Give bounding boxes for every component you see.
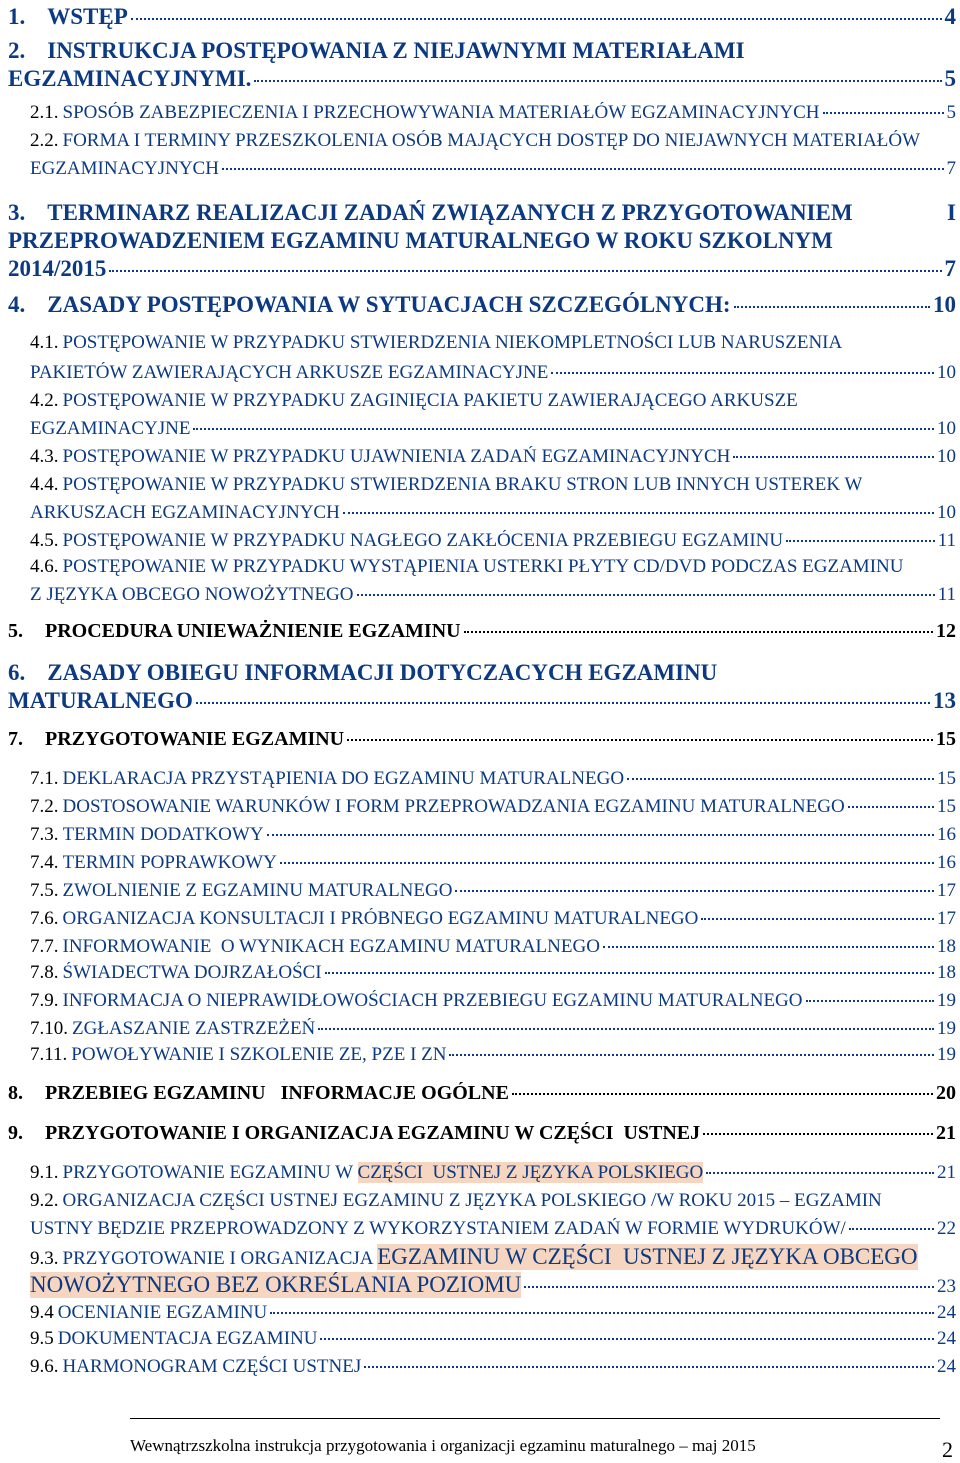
toc-entry-page: 10: [937, 362, 956, 383]
toc-leader-dots: [848, 806, 934, 808]
toc-leader-dots: [267, 834, 934, 836]
toc-entry-title: PRZYGOTOWANIE EGZAMINU: [45, 728, 345, 750]
toc-entry-e75[interactable]: [30, 880, 956, 901]
toc-entry-page: 16: [937, 824, 956, 845]
toc-entry-number: 5.: [8, 620, 23, 642]
toc-entry-number: 3.: [8, 200, 26, 225]
toc-entry-number: 9.4: [30, 1302, 54, 1323]
toc-leader-dots: [196, 702, 930, 704]
toc-entry-e46a[interactable]: [30, 556, 956, 577]
toc-entry-number: 9.5: [30, 1328, 54, 1349]
toc-entry-e95[interactable]: [30, 1328, 956, 1349]
toc-entry-title: POSTĘPOWANIE W PRZYPADKU UJAWNIENIA ZADAŃ EGZAMINACYJNYCH: [62, 446, 731, 467]
toc-leader-dots: [318, 1028, 934, 1030]
toc-entry-title: DEKLARACJA PRZYSTĄPIENIA DO EGZAMINU MATURALNEGO: [62, 768, 625, 789]
toc-entry-number: 9.6.: [30, 1356, 59, 1377]
toc-entry-e6a[interactable]: [8, 660, 956, 686]
toc-entry-title: PRZYGOTOWANIE I ORGANIZACJA: [62, 1248, 378, 1269]
toc-entry-title: ZASADY POSTĘPOWANIA W SYTUACJACH SZCZEGÓLNYCH:: [47, 292, 731, 317]
toc-entry-title: EGZAMINACYJNYMI.: [8, 66, 252, 91]
toc-entry-e93a[interactable]: [30, 1244, 956, 1270]
toc-leader-dots: [320, 1338, 934, 1340]
toc-entry-title: TERMINARZ REALIZACJI ZADAŃ ZWIĄZANYCH Z PRZYGOTOWANIEM: [47, 200, 853, 225]
toc-entry-e8[interactable]: [8, 1082, 956, 1104]
toc-entry-title: POSTĘPOWANIE W PRZYPADKU STWIERDZENIA NIEKOMPLETNOŚCI LUB NARUSZENIA: [62, 332, 843, 353]
toc-entry-number: 7.4.: [30, 852, 59, 873]
toc-leader-dots: [849, 1228, 934, 1230]
toc-leader-dots: [786, 540, 935, 542]
toc-entry-title: POSTĘPOWANIE W PRZYPADKU ZAGINIĘCIA PAKIETU ZAWIERAJĄCEGO ARKUSZE: [62, 390, 798, 411]
toc-entry-number: 7.11.: [30, 1044, 68, 1065]
toc-entry-number: 4.1.: [30, 332, 59, 353]
toc-entry-number: 8.: [8, 1082, 23, 1104]
toc-entry-title: ORGANIZACJA KONSULTACJI I PRÓBNEGO EGZAMINU MATURALNEGO: [62, 908, 699, 929]
toc-entry-e92a[interactable]: [30, 1190, 956, 1211]
toc-entry-number: 2.2.: [30, 130, 59, 151]
toc-entry-number: 7.7.: [30, 936, 59, 957]
toc-entry-e2b[interactable]: [8, 66, 956, 92]
toc-entry-e44b[interactable]: [30, 502, 956, 523]
page-number: 2: [942, 1437, 953, 1462]
toc-leader-dots: [455, 890, 934, 892]
toc-entry-number: 9.1.: [30, 1162, 59, 1183]
toc-entry-page: 15: [937, 796, 956, 817]
toc-entry-title: INFORMACJA O NIEPRAWIDŁOWOŚCIACH PRZEBIEGU EGZAMINU MATURALNEGO: [62, 990, 803, 1011]
toc-entry-page: 19: [937, 1018, 956, 1039]
toc-entry-page: 13: [933, 688, 956, 713]
toc-entry-title: PRZYGOTOWANIE EGZAMINU W: [62, 1162, 358, 1183]
toc-entry-title: ZWOLNIENIE Z EGZAMINU MATURALNEGO: [62, 880, 453, 901]
toc-entry-page: 10: [933, 292, 956, 317]
toc-leader-dots: [603, 946, 934, 948]
toc-entry-number: 7.2.: [30, 796, 59, 817]
toc-entry-page: 23: [937, 1276, 956, 1297]
toc-entry-e76[interactable]: [30, 908, 956, 929]
toc-entry-title: OCENIANIE EGZAMINU: [57, 1302, 268, 1323]
toc-leader-dots: [512, 1093, 933, 1095]
toc-entry-number: 7.: [8, 728, 23, 750]
toc-entry-e22a[interactable]: [30, 130, 956, 151]
toc-entry-e78[interactable]: [30, 962, 956, 983]
toc-leader-dots: [343, 512, 934, 514]
toc-entry-title: PROCEDURA UNIEWAŻNIENIE EGZAMINU: [45, 620, 461, 642]
toc-entry-e94[interactable]: [30, 1302, 956, 1323]
toc-entry-title: EGZAMINACYJNE: [30, 418, 191, 439]
toc-entry-page: 5: [946, 102, 956, 123]
toc-entry-number: 4.6.: [30, 556, 59, 577]
toc-entry-e77[interactable]: [30, 936, 956, 957]
toc-entry-number: 4.5.: [30, 530, 59, 551]
toc-entry-e21[interactable]: [30, 102, 956, 123]
toc-leader-dots: [280, 862, 934, 864]
toc-leader-dots: [627, 778, 934, 780]
toc-entry-title: PRZEPROWADZENIEM EGZAMINU MATURALNEGO W ROKU SZKOLNYM: [8, 228, 833, 253]
toc-leader-dots: [524, 1286, 934, 1288]
toc-leader-dots: [464, 631, 933, 633]
toc-leader-dots: [823, 112, 944, 114]
toc-entry-title: SPOSÓB ZABEZPIECZENIA I PRZECHOWYWANIA MATERIAŁÓW EGZAMINACYJNYCH: [62, 102, 820, 123]
toc-entry-title: HARMONOGRAM CZĘŚCI USTNEJ: [62, 1356, 362, 1377]
toc-entry-number: 2.1.: [30, 102, 59, 123]
toc-entry-e79[interactable]: [30, 990, 956, 1011]
toc-entry-e46b[interactable]: [30, 584, 956, 605]
toc-entry-e710[interactable]: [30, 1018, 956, 1039]
toc-entry-title: FORMA I TERMINY PRZESZKOLENIA OSÓB MAJĄCYCH DOSTĘP DO NIEJAWNYCH MATERIAŁÓW: [62, 130, 921, 151]
toc-leader-dots: [193, 428, 934, 430]
toc-entry-number: 9.2.: [30, 1190, 59, 1211]
toc-leader-dots: [701, 918, 934, 920]
toc-entry-page: 10: [937, 502, 956, 523]
toc-leader-dots: [347, 739, 933, 741]
toc-entry-page: 11: [937, 530, 956, 551]
toc-leader-dots: [551, 372, 934, 374]
toc-entry-highlight: NOWOŻYTNEGO BEZ OKREŚLANIA POZIOMU: [30, 1272, 522, 1297]
toc-entry-e1[interactable]: [8, 4, 956, 30]
toc-entry-page: 4: [944, 4, 956, 29]
toc-entry-title: PRZEBIEG EGZAMINU INFORMACJE OGÓLNE: [45, 1082, 509, 1104]
toc-entry-number: 7.6.: [30, 908, 59, 929]
toc-entry-page: 17: [937, 908, 956, 929]
toc-leader-dots: [706, 1172, 934, 1174]
toc-entry-e42b[interactable]: [30, 418, 956, 439]
toc-entry-page: 19: [937, 990, 956, 1011]
toc-entry-page: 7: [946, 158, 956, 179]
toc-entry-page: 12: [936, 620, 956, 642]
footer-rule: [130, 1418, 940, 1419]
toc-entry-tail: I: [947, 200, 956, 225]
toc-entry-page: 19: [937, 1044, 956, 1065]
toc-entry-e41b[interactable]: [30, 362, 956, 383]
toc-entry-number: 2.: [8, 38, 26, 63]
toc-leader-dots: [222, 168, 944, 170]
toc-entry-title: POSTĘPOWANIE W PRZYPADKU WYSTĄPIENIA USTERKI PŁYTY CD/DVD PODCZAS EGZAMINU: [62, 556, 904, 577]
toc-entry-e5[interactable]: [8, 620, 956, 642]
toc-entry-title: INFORMOWANIE O WYNIKACH EGZAMINU MATURALNEGO: [62, 936, 600, 957]
toc-entry-page: 21: [937, 1162, 956, 1183]
toc-entry-number: 7.3.: [30, 824, 59, 845]
toc-entry-title: ZGŁASZANIE ZASTRZEŻEŃ: [72, 1018, 316, 1039]
toc-leader-dots: [703, 1133, 933, 1135]
toc-entry-e72[interactable]: [30, 796, 956, 817]
toc-entry-highlight: CZĘŚCI USTNEJ Z JĘZYKA POLSKIEGO: [357, 1162, 704, 1183]
toc-entry-title: POWOŁYWANIE I SZKOLENIE ZE, PZE I ZN: [71, 1044, 447, 1065]
toc-entry-title: INSTRUKCJA POSTĘPOWANIA Z NIEJAWNYMI MATERIAŁAMI: [47, 38, 745, 63]
toc-entry-e2a[interactable]: [8, 38, 956, 64]
toc-entry-e7[interactable]: [8, 728, 956, 750]
toc-entry-page: 7: [944, 256, 956, 281]
toc-entry-number: 7.5.: [30, 880, 59, 901]
toc-entry-e45[interactable]: [30, 530, 956, 551]
toc-leader-dots: [733, 456, 934, 458]
toc-entry-e91[interactable]: [30, 1162, 956, 1183]
toc-entry-page: 24: [937, 1328, 956, 1349]
toc-entry-number: 9.: [8, 1122, 23, 1144]
toc-entry-e96[interactable]: [30, 1356, 956, 1377]
toc-entry-e43[interactable]: [30, 446, 956, 467]
footer-text: Wewnątrzszkolna instrukcja przygotowania i organizacji egzaminu maturalnego – maj 2015: [130, 1436, 756, 1455]
toc-entry-page: 18: [937, 936, 956, 957]
toc-entry-e41a[interactable]: [30, 332, 956, 353]
toc-entry-page: 18: [937, 962, 956, 983]
toc-entry-number: 7.10.: [30, 1018, 68, 1039]
toc-leader-dots: [449, 1054, 934, 1056]
toc-entry-title: MATURALNEGO: [8, 688, 193, 713]
toc-leader-dots: [325, 972, 934, 974]
toc-entry-number: 7.8.: [30, 962, 59, 983]
toc-entry-title: PRZYGOTOWANIE I ORGANIZACJA EGZAMINU W CZĘŚCI USTNEJ: [45, 1122, 701, 1144]
toc-entry-title: PAKIETÓW ZAWIERAJĄCYCH ARKUSZE EGZAMINACYJNE: [30, 362, 549, 383]
toc-entry-title: POSTĘPOWANIE W PRZYPADKU STWIERDZENIA BRAKU STRON LUB INNYCH USTEREK W: [62, 474, 863, 495]
toc-entry-page: 21: [936, 1122, 956, 1144]
toc-entry-number: 4.2.: [30, 390, 59, 411]
toc-entry-e42a[interactable]: [30, 390, 956, 411]
toc-entry-page: 24: [937, 1356, 956, 1377]
toc-entry-title: TERMIN DODATKOWY: [62, 824, 264, 845]
toc-entry-e71[interactable]: [30, 768, 956, 789]
toc-entry-number: 1.: [8, 4, 26, 29]
toc-entry-title: 2014/2015: [8, 256, 107, 281]
toc-leader-dots: [109, 270, 941, 272]
toc-entry-title: ZASADY OBIEGU INFORMACJI DOTYCZACYCH EGZAMINU: [47, 660, 718, 685]
toc-leader-dots: [270, 1312, 934, 1314]
toc-entry-e4[interactable]: [8, 292, 956, 318]
toc-entry-page: 16: [937, 852, 956, 873]
toc-entry-e22b[interactable]: [30, 158, 956, 179]
toc-leader-dots: [734, 306, 930, 308]
toc-entry-e3c[interactable]: [8, 256, 956, 282]
toc-entry-title: DOSTOSOWANIE WARUNKÓW I FORM PRZEPROWADZANIA EGZAMINU MATURALNEGO: [62, 796, 845, 817]
toc-entry-number: 6.: [8, 660, 26, 685]
toc-entry-e93b[interactable]: [30, 1272, 956, 1298]
toc-entry-e3b[interactable]: [8, 228, 956, 254]
toc-entry-title: DOKUMENTACJA EGZAMINU: [57, 1328, 318, 1349]
toc-entry-page: 10: [937, 446, 956, 467]
toc-entry-title: Z JĘZYKA OBCEGO NOWOŻYTNEGO: [30, 584, 354, 605]
toc-leader-dots: [254, 80, 941, 82]
toc-entry-e3a[interactable]: [8, 200, 956, 226]
toc-entry-page: 10: [937, 418, 956, 439]
toc-entry-e44a[interactable]: [30, 474, 956, 495]
toc-entry-title: ŚWIADECTWA DOJRZAŁOŚCI: [62, 962, 322, 983]
toc-entry-title: TERMIN POPRAWKOWY: [62, 852, 277, 873]
toc-leader-dots: [131, 18, 942, 20]
toc-entry-e74[interactable]: [30, 852, 956, 873]
toc-entry-number: 4.: [8, 292, 26, 317]
toc-entry-page: 17: [937, 880, 956, 901]
toc-entry-title: EGZAMINACYJNYCH: [30, 158, 219, 179]
toc-entry-page: 15: [937, 768, 956, 789]
toc-entry-page: 11: [937, 584, 956, 605]
toc-leader-dots: [364, 1366, 934, 1368]
toc-entry-page: 15: [936, 728, 956, 750]
toc-entry-e9[interactable]: [8, 1122, 956, 1144]
toc-entry-title: USTNY BĘDZIE PRZEPROWADZONY Z WYKORZYSTANIEM ZADAŃ W FORMIE WYDRUKÓW/: [30, 1218, 846, 1239]
toc-entry-page: 5: [944, 66, 956, 91]
toc-entry-title: WSTĘP: [47, 4, 128, 29]
toc-entry-number: 4.4.: [30, 474, 59, 495]
toc-entry-title: ARKUSZACH EGZAMINACYJNYCH: [30, 502, 340, 523]
toc-entry-number: 7.9.: [30, 990, 59, 1011]
toc-entry-e6b[interactable]: [8, 688, 956, 714]
toc-entry-title: POSTĘPOWANIE W PRZYPADKU NAGŁEGO ZAKŁÓCENIA PRZEBIEGU EGZAMINU: [62, 530, 784, 551]
toc-entry-page: 24: [937, 1302, 956, 1323]
toc-entry-page: 22: [937, 1218, 956, 1239]
toc-entry-title: ORGANIZACJA CZĘŚCI USTNEJ EGZAMINU Z JĘZYKA POLSKIEGO /W ROKU 2015 – EGZAMIN: [62, 1190, 882, 1211]
toc-leader-dots: [357, 594, 935, 596]
toc-leader-dots: [806, 1000, 935, 1002]
toc-entry-e73[interactable]: [30, 824, 956, 845]
toc-entry-number: 9.3.: [30, 1248, 59, 1269]
toc-entry-page: 20: [936, 1082, 956, 1104]
toc-entry-e711[interactable]: [30, 1044, 956, 1065]
toc-entry-highlight: EGZAMINU W CZĘŚCI USTNEJ Z JĘZYKA OBCEGO: [377, 1244, 918, 1269]
toc-entry-number: 4.3.: [30, 446, 59, 467]
toc-entry-number: 7.1.: [30, 768, 59, 789]
toc-entry-e92b[interactable]: [30, 1218, 956, 1239]
